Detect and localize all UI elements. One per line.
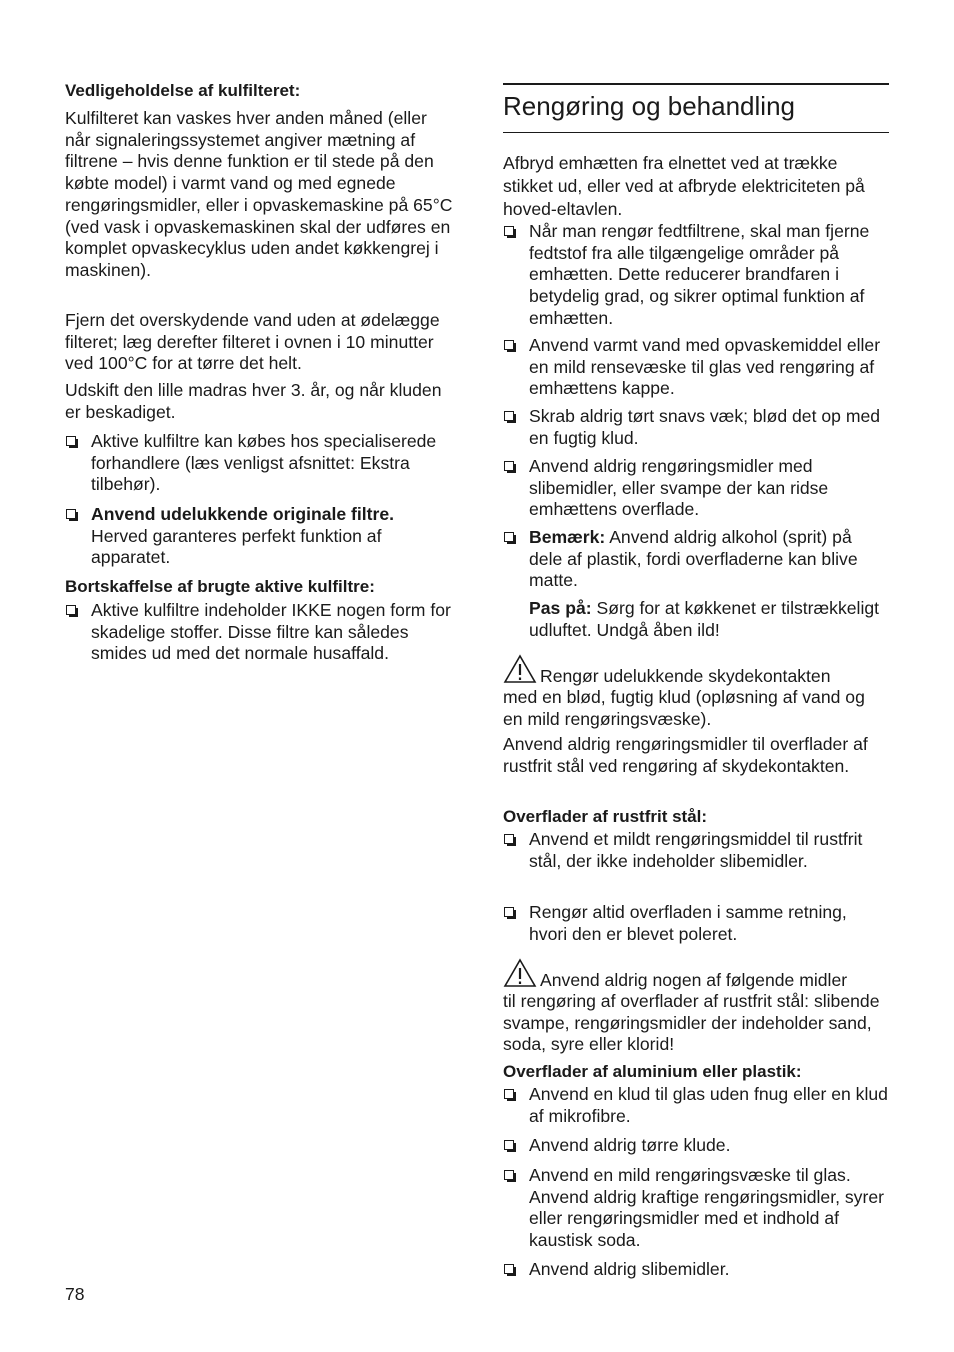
steel-heading: Overflader af rustfrit stål: (503, 807, 708, 826)
warning-triangle-icon (503, 958, 537, 991)
warning-block (503, 654, 889, 730)
list-item-text: Anvend aldrig rengøringsmidler med slibemidler, eller svampe der kan ridse emhættens overflade. (529, 456, 829, 520)
list-item-text: Anvend aldrig tørre klude. (529, 1135, 731, 1155)
checkbox-icon (504, 411, 514, 421)
list-item-text: Anvend en klud til glas uden fnug eller en klud af mikrofibre. (529, 1084, 888, 1126)
warning-block (503, 958, 889, 1056)
checkbox-icon (504, 461, 514, 471)
list-item (503, 829, 889, 872)
checkbox-icon (504, 907, 514, 917)
checkbox-icon (504, 340, 514, 350)
note-text: Anvend aldrig alkohol (sprit) på dele af plastik, fordi overfladerne kan blive matte. (529, 527, 858, 591)
checkbox-icon (504, 1089, 514, 1099)
checkbox-icon (504, 532, 514, 542)
list-item-text: Rengør altid overfladen i samme retning, hvori den er blevet poleret. (529, 902, 847, 944)
list-item (503, 456, 889, 521)
list-item (503, 527, 889, 592)
note-label: Bemærk: (529, 527, 606, 547)
page-number: 78 (65, 1284, 85, 1304)
replace-paragraph: Udskift den lille madras hver 3. år, og når kluden er beskadiget. (65, 380, 442, 422)
drying-paragraph: Fjern det overskydende vand uden at ødelægge filteret; læg derefter filteret i ovnen i 10 minutter ved 100°C for at tørre det helt. (65, 310, 440, 374)
warning-text: med en blød, fugtig klud (opløsning af vand og en mild rengøringsvæske). (503, 687, 865, 729)
disposal-heading: Bortskaffelse af brugte aktive kulfiltre: (65, 577, 375, 596)
checkbox-icon (504, 1170, 514, 1180)
list-item (503, 1135, 889, 1157)
checkbox-icon (504, 226, 514, 236)
list-item (503, 221, 889, 330)
section-title: Rengøring og behandling (503, 91, 795, 121)
intro-paragraph: Afbryd emhætten fra elnettet ved at trække stikket ud, eller ved at afbryde elektriciteten på hoved-eltavlen. (503, 153, 865, 219)
caution-paragraph (529, 598, 889, 641)
list-item (503, 1165, 889, 1252)
warning-text-first: Anvend aldrig nogen af følgende midler (540, 970, 848, 990)
checkbox-icon (504, 1140, 514, 1150)
list-item (503, 1259, 889, 1281)
list-item (503, 406, 889, 449)
list-item (503, 335, 889, 400)
list-item (503, 1084, 889, 1127)
list-item-bold-text: Anvend udelukkende originale filtre. (91, 504, 395, 524)
warning-triangle-icon (503, 654, 537, 687)
list-item-text: Aktive kulfiltre indeholder IKKE nogen form for skadelige stoffer. Disse filtre kan således smides ud med det normale husaffald. (91, 600, 451, 664)
list-item-text: Aktive kulfiltre kan købes hos specialiserede forhandlere (læs venligst afsnittet: Ekstra tilbehør). (91, 431, 437, 495)
caution-label: Pas på: (529, 598, 592, 618)
caution-text: Sørg for at køkkenet er tilstrækkeligt udluftet. Undgå åben ild! (529, 598, 880, 640)
checkbox-icon (504, 1264, 514, 1274)
switch-paragraph: Anvend aldrig rengøringsmidler til overflader af rustfrit stål ved rengøring af skydekontakten. (503, 734, 868, 776)
list-item-text: Anvend aldrig slibemidler. (529, 1259, 730, 1279)
warning-text: til rengøring af overflader af rustfrit stål: slibende svampe, rengøringsmidler der indeholder sand, soda, syre eller klorid! (503, 991, 880, 1055)
list-item (65, 600, 455, 665)
warning-text-first: Rengør udelukkende skydekontakten (540, 666, 831, 686)
checkbox-icon (504, 834, 514, 844)
checkbox-icon (66, 436, 76, 446)
list-item (65, 504, 455, 569)
list-item-text: Anvend en mild rengøringsvæske til glas. Anvend aldrig kraftige rengøringsmidler, syrer eller rengøringsmidler med et indhold af kaustisk soda. (529, 1165, 884, 1251)
checkbox-icon (66, 509, 76, 519)
list-item-text: Anvend et mildt rengøringsmiddel til rustfrit stål, der ikke indeholder slibemidler. (529, 829, 863, 871)
aluminium-heading: Overflader af aluminium eller plastik: (503, 1062, 802, 1081)
checkbox-icon (66, 605, 76, 615)
list-item-text: Anvend varmt vand med opvaskemiddel eller en mild rensevæske til glas ved rengøring af emhættens kappe. (529, 335, 881, 399)
list-item-text: Herved garanteres perfekt funktion af apparatet. (91, 525, 382, 568)
list-item-text: Skrab aldrig tørt snavs væk; blød det op med en fugtig klud. (529, 406, 881, 448)
list-item (503, 902, 889, 945)
maintenance-paragraph: Kulfilteret kan vaskes hver anden måned (eller når signaleringssystemet angiver mætning af filtrene – hvis denne funktion er til stede på den købte model) i varmt vand og med egnede rengøringsmidler, eller i opvaskemaskine på 65°C (ved vask i opvaskemaskinen skal der udføres en komplet opvaskecyklus uden andet køkkengrej i maskinen). (65, 108, 453, 280)
title-bottom-rule (503, 132, 889, 133)
title-top-rule (503, 83, 889, 85)
maintenance-heading: Vedligeholdelse af kulfilteret: (65, 81, 301, 100)
list-item-text: Når man rengør fedtfiltrene, skal man fjerne fedtstof fra alle tilgængelige områder på emhætten. Dette reducerer brandfaren i betydelig grad, og sikrer optimal funktion af emhætten. (529, 221, 870, 328)
list-item (65, 431, 455, 496)
